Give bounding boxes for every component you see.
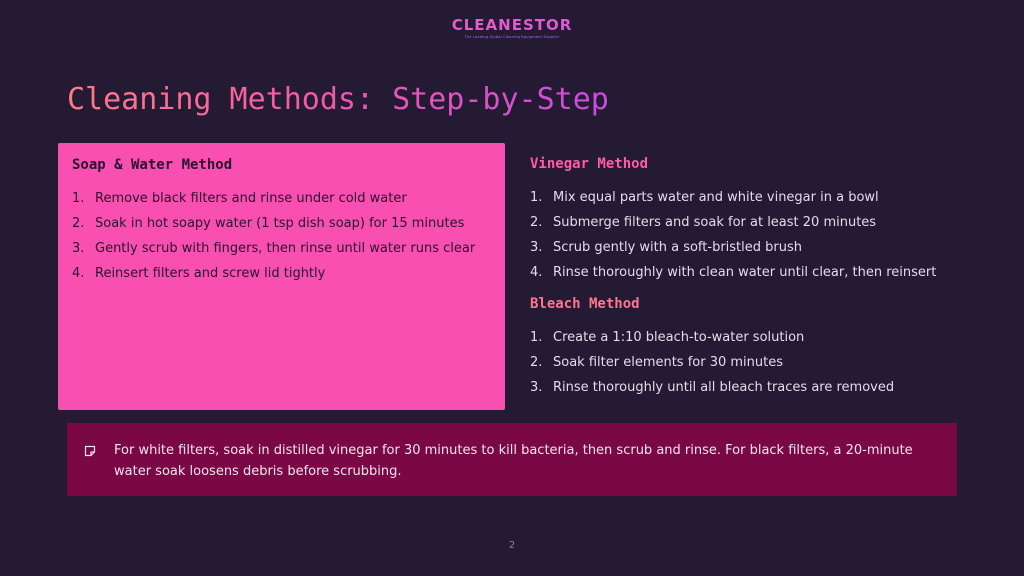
note-icon xyxy=(84,445,96,457)
tip-callout xyxy=(67,423,957,496)
vinegar-method-heading: Vinegar Method xyxy=(530,156,649,172)
logo-name: CLEANESTOR xyxy=(0,16,1024,34)
list-item: 3. Scrub gently with a soft-bristled brush xyxy=(530,240,802,255)
tip-text: For white filters, soak in distilled vinegar for 30 minutes to kill bacteria, then scrub and rinse. For black filters, a 20-minute water soak loosens debris before scrubbing. xyxy=(114,443,913,479)
list-item: 3. Rinse thoroughly until all bleach traces are removed xyxy=(530,380,895,395)
list-item: 2. Submerge filters and soak for at least 20 minutes xyxy=(530,215,877,230)
soap-method-card xyxy=(58,143,505,410)
page-title: Cleaning Methods: Step-by-Step xyxy=(67,82,609,117)
list-item: 2. Soak in hot soapy water (1 tsp dish soap) for 15 minutes xyxy=(72,216,465,231)
other-methods xyxy=(530,143,950,400)
list-item: 2. Soak filter elements for 30 minutes xyxy=(530,355,784,370)
list-item: 4. Rinse thoroughly with clean water until clear, then reinsert xyxy=(530,265,937,280)
page-number: 2 xyxy=(508,540,516,551)
list-item: 3. Gently scrub with fingers, then rinse until water runs clear xyxy=(72,241,476,256)
list-item: 1. Mix equal parts water and white vinegar in a bowl xyxy=(530,190,879,205)
vinegar-method-steps xyxy=(530,185,950,285)
logo-tagline: The Leading Global Cleaning Equipment Supplier xyxy=(464,35,560,39)
list-item: 4. Reinsert filters and screw lid tightly xyxy=(72,266,326,281)
bleach-method-heading: Bleach Method xyxy=(530,296,640,312)
bleach-method-steps xyxy=(530,325,950,400)
soap-method-heading: Soap & Water Method xyxy=(72,157,233,173)
list-item: 1. Create a 1:10 bleach-to-water solution xyxy=(530,330,805,345)
list-item: 1. Remove black filters and rinse under cold water xyxy=(72,191,407,206)
soap-method-steps xyxy=(72,186,491,286)
brand-logo xyxy=(0,16,1024,39)
